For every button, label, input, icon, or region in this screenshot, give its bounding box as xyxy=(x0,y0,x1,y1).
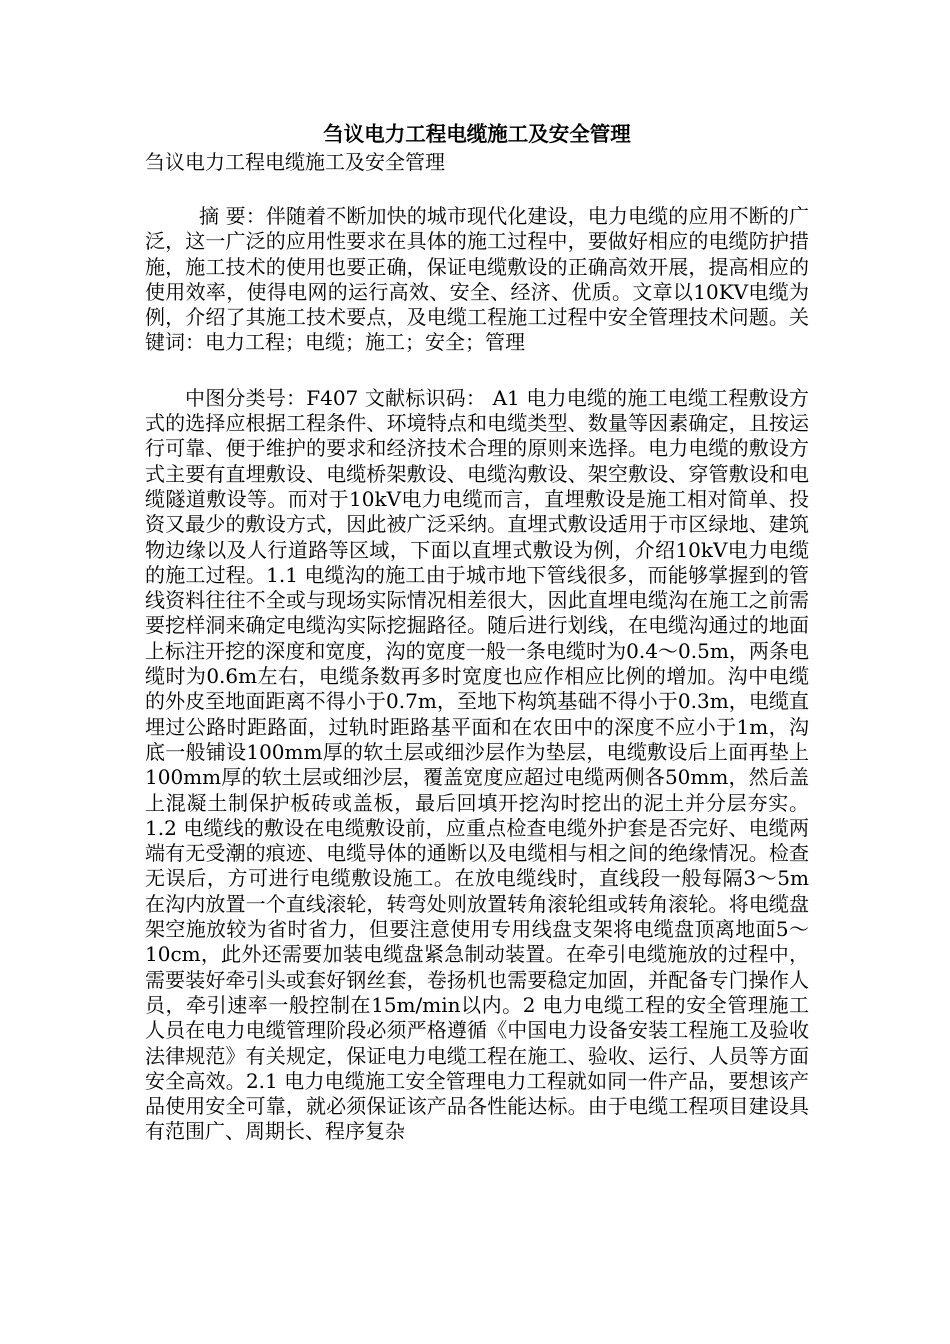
blank-line xyxy=(145,356,809,386)
document-page xyxy=(145,120,809,1145)
blank-line xyxy=(145,176,809,204)
abstract-paragraph: 摘 要：伴随着不断加快的城市现代化建设，电力电缆的应用不断的广泛，这一广泛的应用性要求在具体的施工过程中，要做好相应的电缆防护措施，施工技术的使用也要正确，保证电缆敷设的正确高效开展，提高相应的使用效率，使得电网的运行高效、安全、经济、优质。文章以10KV电缆为例，介绍了其施工技术要点，及电缆工程施工过程中安全管理技术问题。关键词：电力工程；电缆；施工；安全；管理 xyxy=(145,204,809,355)
document-title: 刍议电力工程电缆施工及安全管理 xyxy=(323,122,631,146)
body-paragraph: 中图分类号：F407 文献标识码： A1 电力电缆的施工电缆工程敷设方式的选择应根据工程条件、环境特点和电缆类型、数量等因素确定，且按运行可靠、便于维护的要求和经济技术合理的原则来选择。电力电缆的敷设方式主要有直埋敷设、电缆桥架敷设、电缆沟敷设、架空敷设、穿管敷设和电缆隧道敷设等。而对于10kV电力电缆而言，直埋敷设是施工相对简单、投资又最少的敷设方式，因此被广泛采纳。直埋式敷设适用于市区绿地、建筑物边缘以及人行道路等区域，下面以直埋式敷设为例，介绍10kV电力电缆的施工过程。1.1 电缆沟的施工由于城市地下管线很多，而能够掌握到的管线资料往往不全或与现场实际情况相差很大，因此直埋电缆沟在施工之前需要挖样洞来确定电缆沟实际挖掘路径。随后进行划线，在电缆沟通过的地面上标注开挖的深度和宽度，沟的宽度一般一条电缆时为0.4～0.5m，两条电缆时为0.6m左右，电缆条数再多时宽度也应作相应比例的增加。沟中电缆的外皮至地面距离不得小于0.7m，至地下构筑基础不得小于0.3m，电缆直埋过公路时距路面，过轨时距路基平面和在农田中的深度不应小于1m，沟底一般铺设100mm厚的软土层或细沙层作为垫层，电缆敷设后上面再垫上100mm厚的软土层或细沙层，覆盖宽度应超过电缆两侧各50mm，然后盖上混凝土制保护板砖或盖板，最后回填开挖沟时挖出的泥土并分层夯实。1.2 电缆线的敷设在电缆敷设前，应重点检查电缆外护套是否完好、电缆两端有无受潮的痕迹、电缆导体的通断以及电缆相与相之间的绝缘情况。检查无误后，方可进行电缆敷设施工。在放电缆线时，直线段一般每隔3～5m在沟内放置一个直线滚轮，转弯处则放置转角滚轮组或转角滚轮。将电缆盘架空施放较为省时省力，但要注意使用专用线盘支架将电缆盘顶离地面5～10cm，此外还需要加装电缆盘紧急制动装置。在牵引电缆施放的过程中，需要装好牵引头或套好钢丝套，卷扬机也需要稳定加固，并配备专门操作人员，牵引速率一般控制在15m/min以内。2 电力电缆工程的安全管理施工人员在电力电缆管理阶段必须严格遵循《中国电力设备安装工程施工及验收法律规范》有关规定，保证电力电缆工程在施工、验收、运行、人员等方面安全高效。2.1 电力电缆施工安全管理电力工程就如同一件产品，要想该产品使用安全可靠，就必须保证该产品各性能达标。由于电缆工程项目建设具有范围广、周期长、程序复杂 xyxy=(145,385,809,1144)
document-subtitle: 刍议电力工程电缆施工及安全管理 xyxy=(145,150,445,174)
